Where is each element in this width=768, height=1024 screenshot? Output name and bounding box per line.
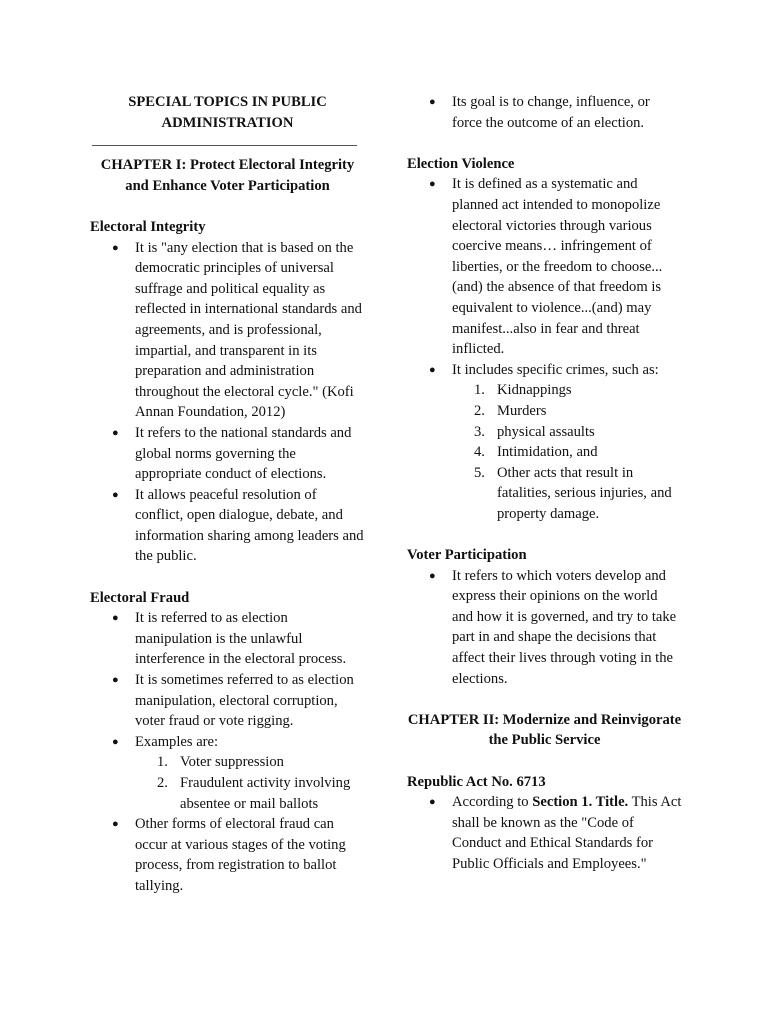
list-item: ● Its goal is to change, influence, or force the outcome of an election. (429, 94, 650, 131)
republic-act-list (407, 792, 682, 874)
numbered-item: 2. Fraudulent activity involving absentee or mail ballots (157, 775, 351, 812)
list-item: ● It is referred to as election manipulation is the unlawful interference in the electoral process. (112, 610, 347, 668)
numbered-item: 5. Other acts that result in fatalities, serious injuries, and property damage. (474, 464, 672, 522)
bullet-icon: ● (112, 674, 119, 687)
fraud-examples-list (135, 752, 365, 814)
voter-participation-heading: Voter Participation (407, 547, 527, 564)
voter-participation-list (407, 566, 682, 690)
title-divider (92, 145, 357, 146)
bullet-icon: ● (112, 241, 119, 254)
bullet-icon: ● (429, 569, 436, 582)
numbered-item: 2. Murders (474, 402, 547, 419)
bullet-icon: ● (429, 796, 436, 809)
list-item: ● It refers to which voters develop and express their opinions on the world and how it is governed, and try to take part in and shape the decisions that affect their lives through voting in the elections. (429, 567, 677, 687)
list-item: ● It is defined as a systematic and planned act intended to monopolize electoral victories through various coercive means… infringement of liberties, or the freedom to choose...(and) the absence of that freedom is equivalent to violence...(and) may manifest...also in fear and threat inflicted. (429, 176, 663, 358)
chapter-1-heading: CHAPTER I: Protect Electoral Integrity and Enhance Voter Participation (100, 157, 355, 194)
electoral-fraud-list (90, 608, 365, 896)
bullet-icon: ● (112, 612, 119, 625)
list-item: ● It is sometimes referred to as election manipulation, electoral corruption, voter fraud or vote rigging. (112, 672, 354, 730)
bullet-icon: ● (429, 363, 436, 376)
list-item: ● It refers to the national standards and global norms governing the appropriate conduct of elections. (112, 424, 352, 483)
right-column (407, 92, 682, 875)
bullet-icon: ● (429, 178, 436, 191)
crimes-list (452, 380, 682, 524)
section-title: Section 1. Title. (532, 794, 629, 811)
list-item: ● It allows peaceful resolution of conflict, open dialogue, debate, and information sharing among leaders and the public. (112, 486, 364, 565)
list-item: ● Examples are: 1. Voter suppression 2. Fraudulent activity involving absentee or mail ballots (90, 732, 365, 814)
left-column (90, 92, 365, 897)
numbered-item: 1. Kidnappings (474, 382, 572, 399)
list-item: ● According to Section 1. Title. This Act shall be known as the "Code of Conduct and Ethical Standards for Public Officials and Employees." (429, 794, 682, 872)
numbered-item: 1. Voter suppression (157, 754, 284, 771)
document-title: SPECIAL TOPICS IN PUBLIC ADMINISTRATION (128, 94, 327, 131)
electoral-integrity-heading: Electoral Integrity (90, 218, 206, 235)
bullet-icon: ● (112, 735, 119, 748)
fraud-goal-list (407, 92, 682, 133)
bullet-icon: ● (112, 488, 119, 501)
list-item: ● It includes specific crimes, such as: 1. Kidnappings 2. Murders 3. physical assaults 4. Intimidation, and 5. Other acts that result in fatalities, serious injuries, and property damage. (407, 360, 682, 525)
republic-act-heading: Republic Act No. 6713 (407, 773, 546, 790)
electoral-fraud-heading: Electoral Fraud (90, 589, 190, 606)
electoral-integrity-list (90, 238, 365, 568)
bullet-icon: ● (112, 818, 119, 831)
numbered-item: 4. Intimidation, and (474, 444, 598, 461)
numbered-item: 3. physical assaults (474, 423, 595, 440)
list-item: ● Other forms of electoral fraud can occur at various stages of the voting process, from registration to ballot tallying. (112, 816, 346, 894)
bullet-icon: ● (112, 426, 119, 439)
election-violence-heading: Election Violence (407, 155, 515, 172)
list-item: ● It is "any election that is based on the democratic principles of universal suffrage and political equality as reflected in international standards and agreements, and is professional, impartial, and transparent in its preparation and administration throughout the electoral cycle." (Kofi Annan Foundation, 2012) (112, 239, 362, 421)
chapter-2-heading: CHAPTER II: Modernize and Reinvigorate the Public Service (407, 711, 682, 749)
bullet-icon: ● (429, 96, 436, 108)
election-violence-list (407, 174, 682, 524)
